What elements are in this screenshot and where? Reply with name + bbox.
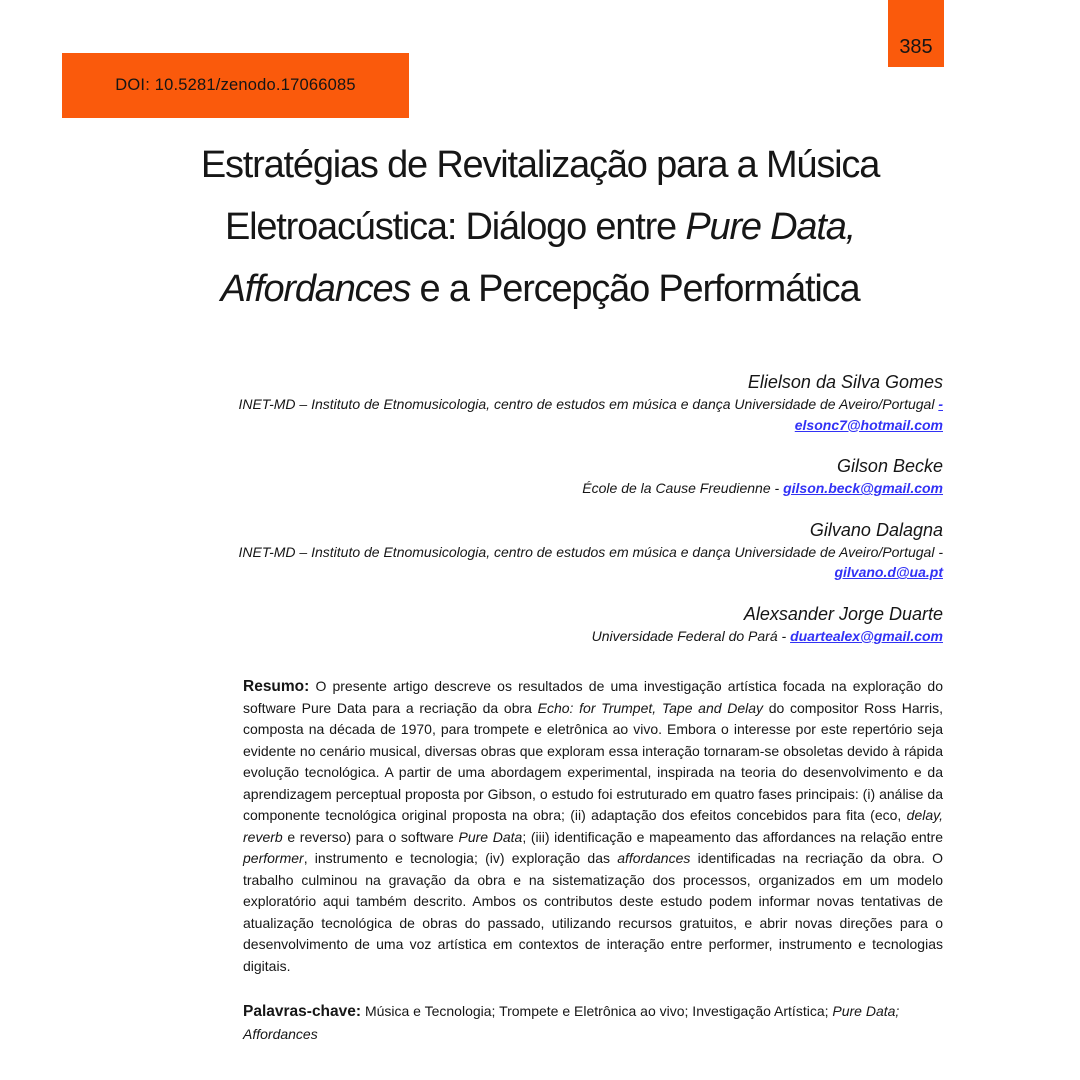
text-run: affordances xyxy=(617,850,691,866)
author-entry xyxy=(130,371,943,435)
text-run: Universidade Federal do Pará - xyxy=(591,627,791,644)
text-run: ; (iii) identificação e mapeamento das affordances na relação entre xyxy=(522,828,943,845)
email-link[interactable]: gilvano.d@ua.pt xyxy=(834,564,943,580)
author-name: Elielson da Silva Gomes xyxy=(747,372,943,392)
email-link[interactable]: gilson.beck@gmail.com xyxy=(783,480,943,496)
doi-text: DOI: 10.5281/zenodo.17066085 xyxy=(115,76,356,94)
text-run: École de la Cause Freudienne - xyxy=(582,480,784,496)
page-number: 385 xyxy=(899,36,933,58)
doi-badge xyxy=(62,53,409,118)
text-run: Affordances xyxy=(220,268,411,310)
email-link[interactable]: elsonc7@hotmail.com xyxy=(794,416,943,433)
text-run: Pure Data xyxy=(458,828,523,845)
text-run: Echo: for Trumpet, Tape and Delay xyxy=(537,699,764,716)
author-entry xyxy=(130,519,943,583)
author-name: Gilson Becke xyxy=(836,456,943,476)
text-run: , instrumento e tecnologia; (iv) exploração das xyxy=(303,850,618,866)
author-affiliation xyxy=(130,478,943,499)
text-run: Pure Data, xyxy=(685,206,856,248)
keywords-label: Palavras-chave: xyxy=(243,1003,362,1020)
author-affiliation xyxy=(130,394,943,435)
text-run: performer xyxy=(243,850,304,866)
email-link[interactable]: duartealex@gmail.com xyxy=(790,627,943,644)
author-affiliation xyxy=(130,542,943,583)
page-number-badge xyxy=(888,0,944,67)
author-entry xyxy=(130,455,943,499)
text-run: do compositor Ross Harris, composta na década de 1970, para trompete e eletrônica ao vivo. Embora o interesse por este repertório seja evidente no cenário musical, diversas obras que exploram essa interação tornaram-se obsoletas devido à rápida evolução tecnológica. A partir de uma abordagem experimental, inspirada na teoria do desenvolvimento e da aprendizagem perceptual proposta por Gibson, o estudo foi estruturado em quatro fases principais: (i) análise da componente tecnológica original proposta na obra; (ii) adaptação dos efeitos concebidos para fita (eco, xyxy=(243,699,943,823)
text-run: INET-MD – Instituto de Etnomusicologia, centro de estudos em música e dança Universidade de Aveiro/Portugal - xyxy=(238,543,943,560)
author-entry xyxy=(130,603,943,647)
keywords-paragraph xyxy=(243,1000,955,1046)
author-name: Alexsander Jorge Duarte xyxy=(743,603,943,624)
hyperlink[interactable]: - xyxy=(938,396,943,412)
text-run: O presente artigo descreve os resultados de uma investigação artística focada na exploração do software Pure Data para a recriação da obra xyxy=(243,678,943,716)
text-run: Eletroacústica: Diálogo entre xyxy=(224,206,686,248)
text-run: identificadas na recriação da obra. O trabalho culminou na gravação da obra e na sistematização dos processos, organizados em um modelo exploratório aqui também descrito. Ambos os contributos deste estudo podem informar novas tentativas de atualização tecnológica de obras do passado, utilizando recursos gratuitos, e abrir novas direções para o desenvolvimento de uma voz artística em contextos de interação entre performer, instrumento e tecnologias digitais. xyxy=(243,850,943,974)
text-run: Música e Tecnologia; Trompete e Eletrônica ao vivo; Investigação Artística; xyxy=(361,1003,833,1019)
text-run: delay, reverb xyxy=(243,807,943,845)
abstract-label: Resumo: xyxy=(243,678,310,695)
text-run: INET-MD – Instituto de Etnomusicologia, centro de estudos em música e dança Universidade de Aveiro/Portugal xyxy=(238,396,939,412)
abstract-paragraph xyxy=(243,676,943,977)
text-run: Pure Data; xyxy=(832,1003,900,1019)
article-title xyxy=(40,134,1040,320)
author-name: Gilvano Dalagna xyxy=(809,519,943,540)
abstract-body xyxy=(243,678,943,974)
text-run: e a Percepção Performática xyxy=(410,268,860,310)
text-run: Affordances xyxy=(243,1026,318,1042)
text-run: e reverso) para o software xyxy=(282,828,459,845)
author-affiliation xyxy=(130,626,943,647)
text-run: Estratégias de Revitalização para a Música xyxy=(200,144,880,186)
authors-block xyxy=(130,371,943,666)
